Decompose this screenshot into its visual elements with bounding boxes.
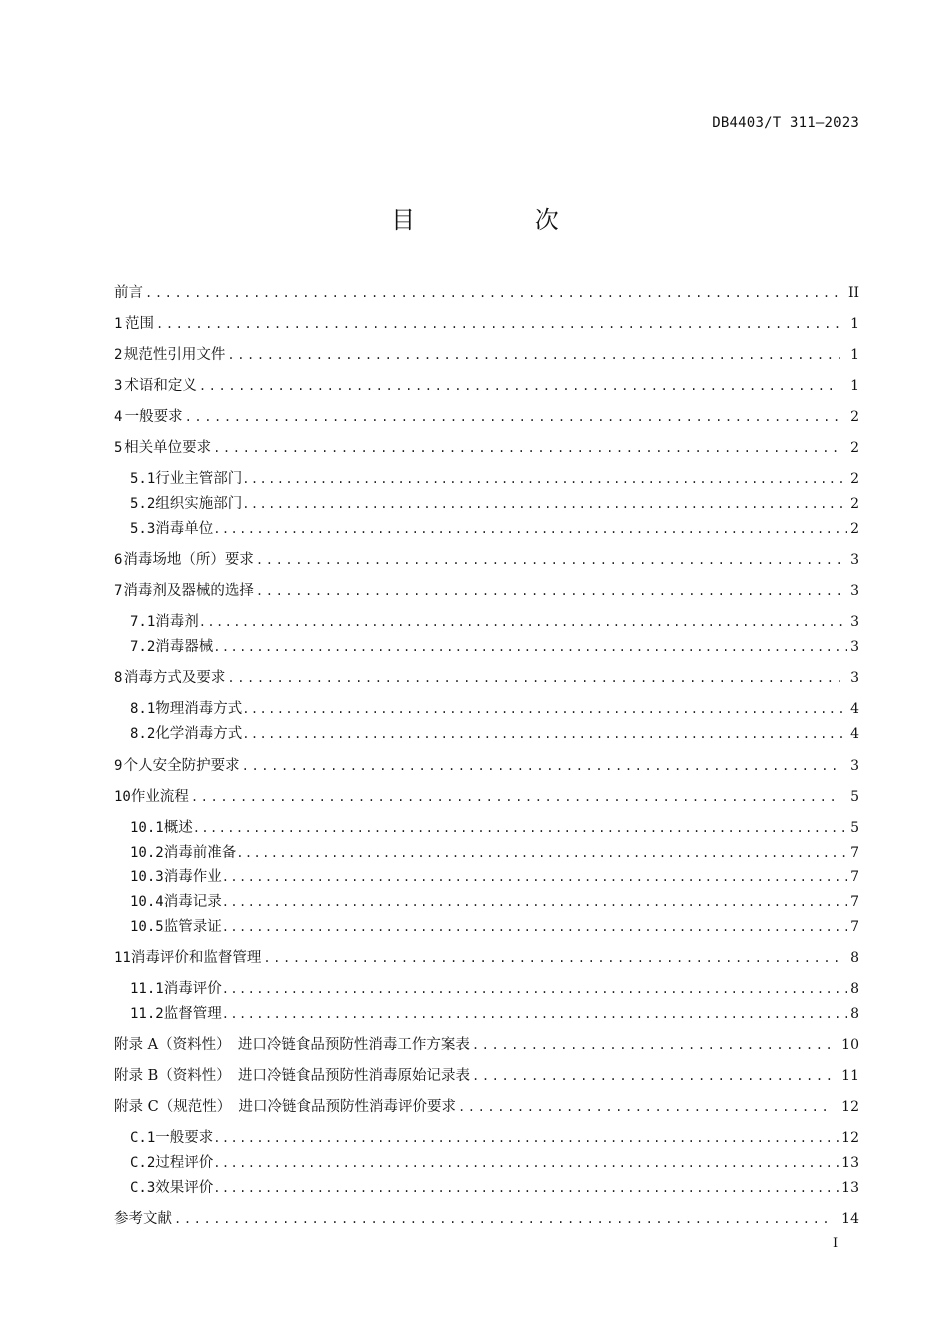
toc-entry-10-5[interactable]: 10.5 监管录证 ..... 7 — [130, 916, 859, 938]
toc-entry-11[interactable]: 11 消毒评价和监督管理 ..... 8 — [114, 947, 859, 969]
toc-entry-3[interactable]: 3 术语和定义 ..... 1 — [114, 375, 859, 397]
toc-entry-8[interactable]: 8 消毒方式及要求 ..... 3 — [114, 667, 859, 689]
toc-entry-5-2[interactable]: 5.2 组织实施部门 ..... 2 — [130, 493, 859, 515]
toc-entry-6[interactable]: 6 消毒场地（所）要求 ..... 3 — [114, 549, 859, 571]
doc-code: DB4403/T 311—2023 — [712, 115, 859, 131]
toc-entry-11-2[interactable]: 11.2 监督管理 ..... 8 — [130, 1003, 859, 1025]
toc-entry-7-2[interactable]: 7.2 消毒器械 ..... 3 — [130, 636, 859, 658]
toc-entry-5[interactable]: 5 相关单位要求 ..... 2 — [114, 437, 859, 459]
toc-entry-1[interactable]: 1 范围 ..... 1 — [114, 313, 859, 335]
toc-entry-10[interactable]: 10 作业流程 ..... 5 — [114, 786, 859, 808]
toc-entry-10-2[interactable]: 10.2 消毒前准备 ..... 7 — [130, 842, 859, 864]
toc-entry-9[interactable]: 9 个人安全防护要求 ..... 3 — [114, 755, 859, 777]
toc-entry-c-2[interactable]: C.2 过程评价 ..... 13 — [130, 1152, 859, 1174]
toc-entry-appendix-b[interactable]: 附录 B（资料性） 进口冷链食品预防性消毒原始记录表 ..... 11 — [114, 1065, 859, 1087]
toc-entry-foreword[interactable]: 前言 ..... II — [114, 282, 859, 304]
toc-title: 目 次 — [391, 206, 615, 234]
toc-entry-references[interactable]: 参考文献 ..... 14 — [114, 1208, 859, 1230]
toc-entry-5-3[interactable]: 5.3 消毒单位 ..... 2 — [130, 518, 859, 540]
toc-entry-8-2[interactable]: 8.2 化学消毒方式 ..... 4 — [130, 723, 859, 745]
toc-entry-11-1[interactable]: 11.1 消毒评价 ..... 8 — [130, 978, 859, 1000]
toc-entry-appendix-a[interactable]: 附录 A（资料性） 进口冷链食品预防性消毒工作方案表 ..... 10 — [114, 1034, 859, 1056]
toc-entry-4[interactable]: 4 一般要求 ..... 2 — [114, 406, 859, 428]
toc-entry-appendix-c[interactable]: 附录 C（规范性） 进口冷链食品预防性消毒评价要求 ..... 12 — [114, 1096, 859, 1118]
footer-page-number: I — [833, 1236, 839, 1251]
toc-entry-5-1[interactable]: 5.1 行业主管部门 ..... 2 — [130, 468, 859, 490]
toc-entry-c-3[interactable]: C.3 效果评价 ..... 13 — [130, 1177, 859, 1199]
toc-entry-10-3[interactable]: 10.3 消毒作业 ..... 7 — [130, 866, 859, 888]
toc-entry-10-1[interactable]: 10.1 概述 ..... 5 — [130, 817, 859, 839]
toc-entry-2[interactable]: 2 规范性引用文件 ..... 1 — [114, 344, 859, 366]
toc-entry-c-1[interactable]: C.1 一般要求 ..... 12 — [130, 1127, 859, 1149]
toc-entry-8-1[interactable]: 8.1 物理消毒方式 ..... 4 — [130, 698, 859, 720]
toc-entry-10-4[interactable]: 10.4 消毒记录 ..... 7 — [130, 891, 859, 913]
toc-entry-7[interactable]: 7 消毒剂及器械的选择 ..... 3 — [114, 580, 859, 602]
toc-entry-7-1[interactable]: 7.1 消毒剂 ..... 3 — [130, 611, 859, 633]
